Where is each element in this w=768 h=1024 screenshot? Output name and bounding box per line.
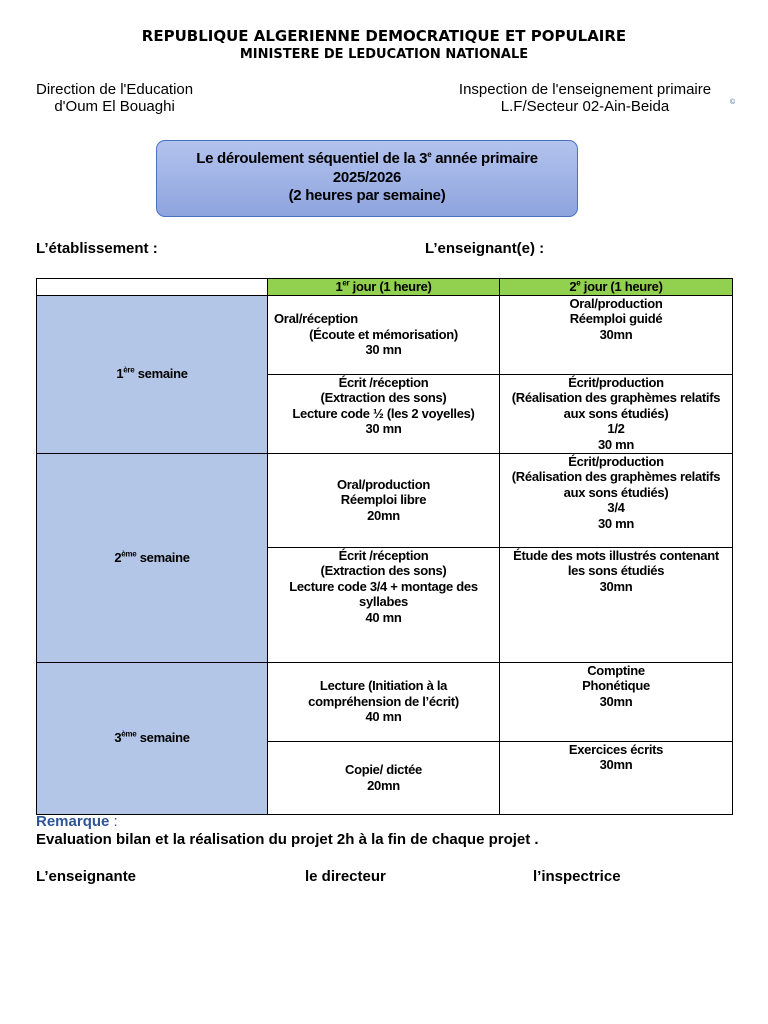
signature-director: le directeur [305, 868, 386, 885]
week-1-label: 1ère semaine [37, 295, 268, 453]
week-1-session-1-day-1: Oral/réception (Écoute et mémorisation) 30 mn [268, 295, 500, 374]
signature-inspector: l’inspectrice [533, 868, 621, 885]
small-mark: © [730, 99, 736, 106]
direction-line-2: d'Oum El Bouaghi [54, 98, 175, 115]
ministry-heading: MINISTERE DE LEDUCATION NATIONALE [239, 47, 529, 62]
republic-heading: REPUBLIQUE ALGERIENNE DEMOCRATIQUE ET POPULAIRE [141, 27, 627, 45]
direction-block [36, 81, 193, 115]
title-line-3: (2 heures par semaine) [288, 187, 446, 204]
week-1-session-1-day-2: Oral/production Réemploi guidé 30mn [500, 295, 733, 374]
week-2-session-2-day-2: Étude des mots illustrés contenant les sons étudiés 30mn [500, 547, 733, 662]
schedule-table [36, 278, 733, 815]
week-3-session-2-day-1: Copie/ dictée 20mn [268, 741, 500, 814]
enseignant-label: L’enseignant(e) : [425, 240, 545, 257]
week-2-session-1-day-1: Oral/production Réemploi libre 20mn [268, 453, 500, 547]
table-row [37, 662, 733, 741]
table-corner-cell [37, 279, 268, 296]
etablissement-label: L’établissement : [36, 240, 158, 257]
remark-label: Remarque : [36, 813, 118, 830]
table-row [37, 453, 733, 547]
title-line-2: 2025/2026 [332, 168, 402, 186]
direction-line-1: Direction de l'Education [36, 81, 194, 98]
day1-header: 1er jour (1 heure) [268, 279, 500, 296]
remark-text: Evaluation bilan et la réalisation du projet 2h à la fin de chaque projet . [36, 831, 539, 848]
inspection-line-1: Inspection de l'enseignement primaire [458, 81, 712, 98]
title-line-1: Le déroulement séquentiel de la 3e année primaire [196, 150, 538, 167]
week-2-session-2-day-1: Écrit /réception (Extraction des sons) Lecture code 3/4 + montage des syllabes 40 mn [268, 547, 500, 662]
day2-header: 2e jour (1 heure) [500, 279, 733, 296]
table-header-row [37, 279, 733, 296]
week-3-session-1-day-2: Comptine Phonétique 30mn [500, 662, 733, 741]
week-2-label: 2ème semaine [37, 453, 268, 662]
week-3-session-1-day-1: Lecture (Initiation à la compréhension de l’écrit) 40 mn [268, 662, 500, 741]
title-box [156, 140, 578, 217]
week-1-session-2-day-1: Écrit /réception (Extraction des sons) Lecture code ½ (les 2 voyelles) 30 mn [268, 374, 500, 453]
signature-teacher: L’enseignante [36, 868, 137, 885]
inspection-block [440, 81, 730, 115]
inspection-line-2: L.F/Secteur 02-Ain-Beida [500, 98, 670, 115]
week-2-session-1-day-2: Écrit/production (Réalisation des graphèmes relatifs aux sons étudiés) 3/4 30 mn [500, 453, 733, 547]
week-3-label: 3ème semaine [37, 662, 268, 814]
table-row [37, 295, 733, 374]
week-3-session-2-day-2: Exercices écrits 30mn [500, 741, 733, 814]
week-1-session-2-day-2: Écrit/production (Réalisation des graphèmes relatifs aux sons étudiés) 1/2 30 mn [500, 374, 733, 453]
